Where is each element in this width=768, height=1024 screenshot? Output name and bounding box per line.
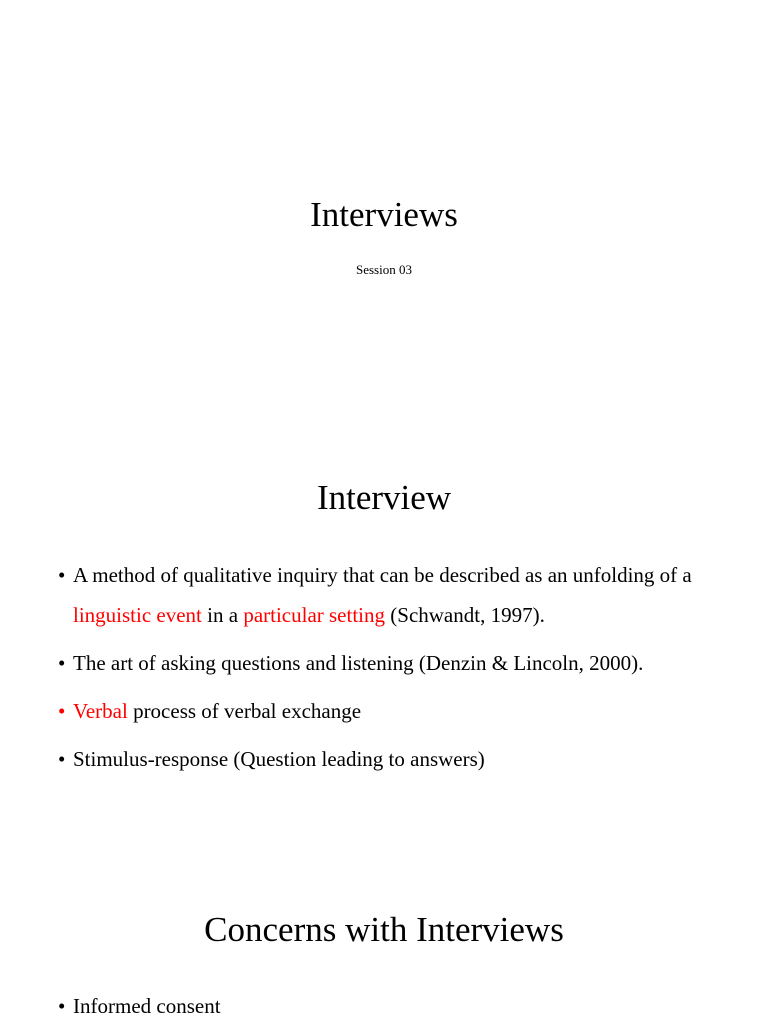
highlighted-term: particular setting <box>243 603 386 627</box>
bullet-list <box>58 555 708 787</box>
highlighted-term: Verbal <box>73 699 128 723</box>
bullet-text: Informed consent <box>73 994 221 1018</box>
highlighted-term: linguistic event <box>73 603 202 627</box>
bullet-icon: • <box>58 563 66 587</box>
concerns-slide <box>0 866 768 1024</box>
slide-subtitle: Session 03 <box>356 262 412 277</box>
bullet-text: Stimulus-response (Question leading to answers) <box>73 747 485 771</box>
title-slide <box>0 0 768 433</box>
bullet-item <box>58 739 708 779</box>
bullet-item <box>58 555 708 635</box>
bullet-text: A method of qualitative inquiry that can be described as an unfolding of a <box>73 563 692 587</box>
bullet-text: (Schwandt, 1997). <box>385 603 545 627</box>
bullet-icon: • <box>58 747 66 771</box>
bullet-item <box>58 691 708 731</box>
bullet-list <box>58 986 708 1024</box>
bullet-item <box>58 643 708 683</box>
interview-slide <box>0 433 768 866</box>
slide-title: Concerns with Interviews <box>204 910 564 949</box>
bullet-text: process of verbal exchange <box>127 699 362 723</box>
slide-title: Interview <box>316 478 452 517</box>
bullet-icon: • <box>58 651 66 675</box>
bullet-icon: • <box>58 994 66 1018</box>
bullet-text: in a <box>201 603 244 627</box>
slide-title: Interviews <box>310 195 458 234</box>
bullet-icon: • <box>58 699 66 723</box>
bullet-item <box>58 986 708 1024</box>
bullet-text: The art of asking questions and listening (Denzin & Lincoln, 2000). <box>73 651 644 675</box>
